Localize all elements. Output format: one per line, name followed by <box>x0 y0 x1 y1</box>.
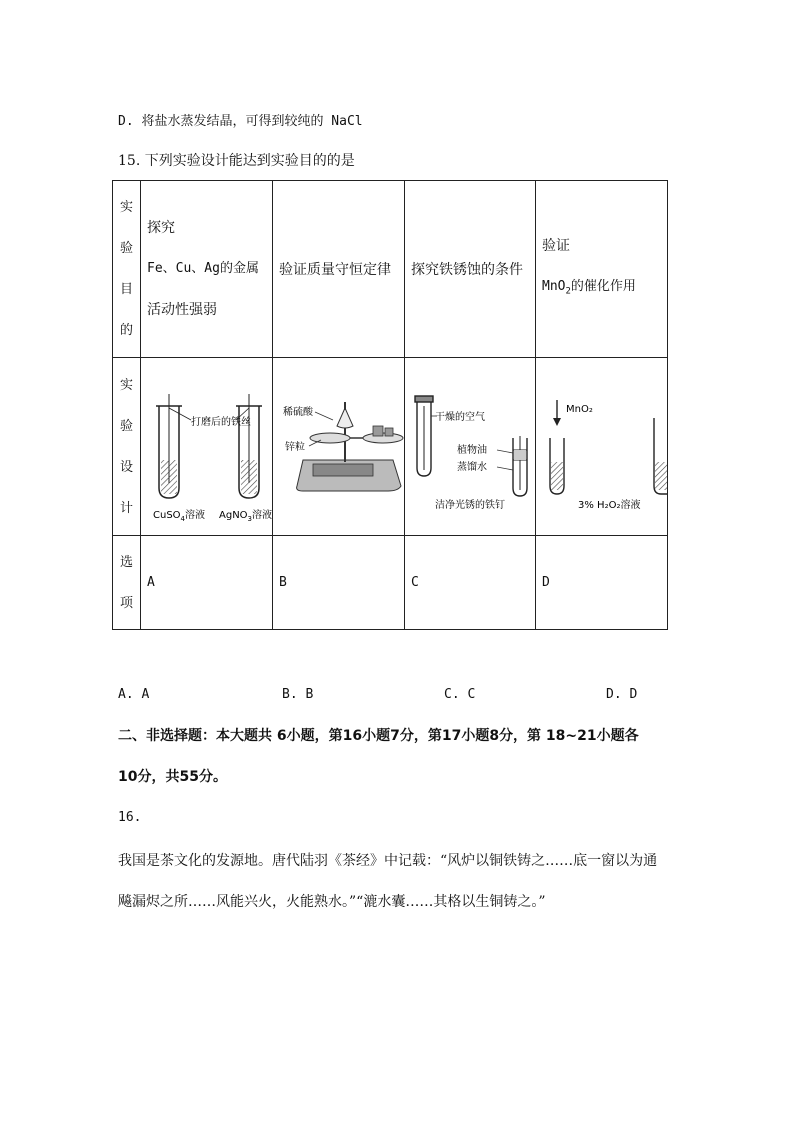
experiment-table <box>112 180 668 630</box>
choice-d: D. D <box>606 687 638 702</box>
table-option-c: C <box>405 536 536 630</box>
label-dry-air: 干燥的空气 <box>435 412 485 423</box>
figure-d-catalyst-tubes <box>536 358 667 535</box>
row-head-char: 选 <box>119 554 133 570</box>
row-head-char: 计 <box>119 500 133 516</box>
label-h2o2-solution: 3% H₂O₂溶液 <box>578 500 641 511</box>
option-row <box>113 536 668 630</box>
peroxide-right-icon <box>655 462 667 490</box>
table-option-b: B <box>273 536 405 630</box>
purpose-row <box>113 181 668 358</box>
design-b <box>273 358 405 536</box>
purpose-d-line1: 验证 <box>542 238 570 255</box>
table-option-a: A <box>141 536 273 630</box>
table-option-d: D <box>536 536 668 630</box>
label-distilled-water: 蒸馏水 <box>457 462 487 473</box>
left-pan-icon <box>310 433 350 443</box>
row-head-char: 项 <box>119 595 133 611</box>
row-head-option <box>113 536 141 630</box>
label-clean-nail: 洁净光锈的铁钉 <box>435 500 505 511</box>
label-mno2: MnO₂ <box>566 404 593 415</box>
purpose-a <box>141 181 273 358</box>
flask-icon <box>337 408 353 428</box>
solution-right-icon <box>241 460 257 494</box>
question-16-line2: 飚漏烬之所……风能兴火，火能熟水。”“漉水囊……其格以生铜铸之。” <box>118 894 546 910</box>
purpose-b: 验证质量守恒定律 <box>273 181 405 358</box>
purpose-d-line2 <box>542 277 667 302</box>
purpose-a-line2: Fe、Cu、Ag的金属 <box>147 261 259 276</box>
label-dilute-acid: 稀硫酸 <box>283 407 313 418</box>
question-16-number: 16. <box>118 810 142 825</box>
label-zinc: 锌粒 <box>285 442 305 453</box>
row-head-char: 设 <box>119 459 133 475</box>
figure-b-balance <box>273 358 404 535</box>
design-a <box>141 358 273 536</box>
mno2-suffix: 的催化作用 <box>570 279 636 295</box>
purpose-d <box>536 181 668 358</box>
label-vegetable-oil: 植物油 <box>457 445 487 456</box>
row-head-char: 目 <box>119 282 133 297</box>
row-head-char: 验 <box>119 241 133 256</box>
row-head-design <box>113 358 141 536</box>
oil-layer-icon <box>514 450 526 460</box>
design-d <box>536 358 668 536</box>
figure-a-test-tubes <box>141 358 272 535</box>
row-head-char: 实 <box>119 200 133 215</box>
purpose-a-line3: 活动性强弱 <box>147 302 217 318</box>
previous-option-d: D. 将盐水蒸发结晶，可得到较纯的 NaCl <box>118 114 363 129</box>
purpose-a-line1: 探究 <box>147 220 175 236</box>
design-c <box>405 358 536 536</box>
figure-c-rust-tubes <box>405 358 535 535</box>
question-15-stem: 15. 下列实验设计能达到实验目的的是 <box>118 153 355 169</box>
purpose-c: 探究铁锈蚀的条件 <box>405 181 536 358</box>
section-2-heading-line1: 二、非选择题：本大题共 6小题，第16小题7分，第17小题8分，第 18~21小题各 <box>118 728 639 744</box>
label-polished-wire: 打磨后的铁丝 <box>191 417 251 428</box>
section-2-heading-line2: 10分，共55分。 <box>118 769 227 785</box>
label-cuso4: CuSO$_4$溶液 <box>153 510 206 523</box>
peroxide-left-icon <box>551 462 563 490</box>
label-agno3: AgNO$_3$溶液 <box>219 510 272 523</box>
row-head-char: 验 <box>119 418 133 434</box>
choice-b: B. B <box>282 687 314 702</box>
mno2-subscript: 2 <box>565 286 571 297</box>
question-16-line1: 我国是茶文化的发源地。唐代陆羽《茶经》中记载：“风炉以铜铁铸之……底一窗以为通 <box>118 853 658 869</box>
row-head-char: 实 <box>119 377 133 393</box>
row-head-purpose <box>113 181 141 358</box>
choice-a: A. A <box>118 687 150 702</box>
design-row <box>113 358 668 536</box>
choice-c: C. C <box>444 687 476 702</box>
solution-left-icon <box>161 460 177 494</box>
row-head-char: 的 <box>119 323 133 338</box>
mno2-text: MnO <box>542 279 566 295</box>
